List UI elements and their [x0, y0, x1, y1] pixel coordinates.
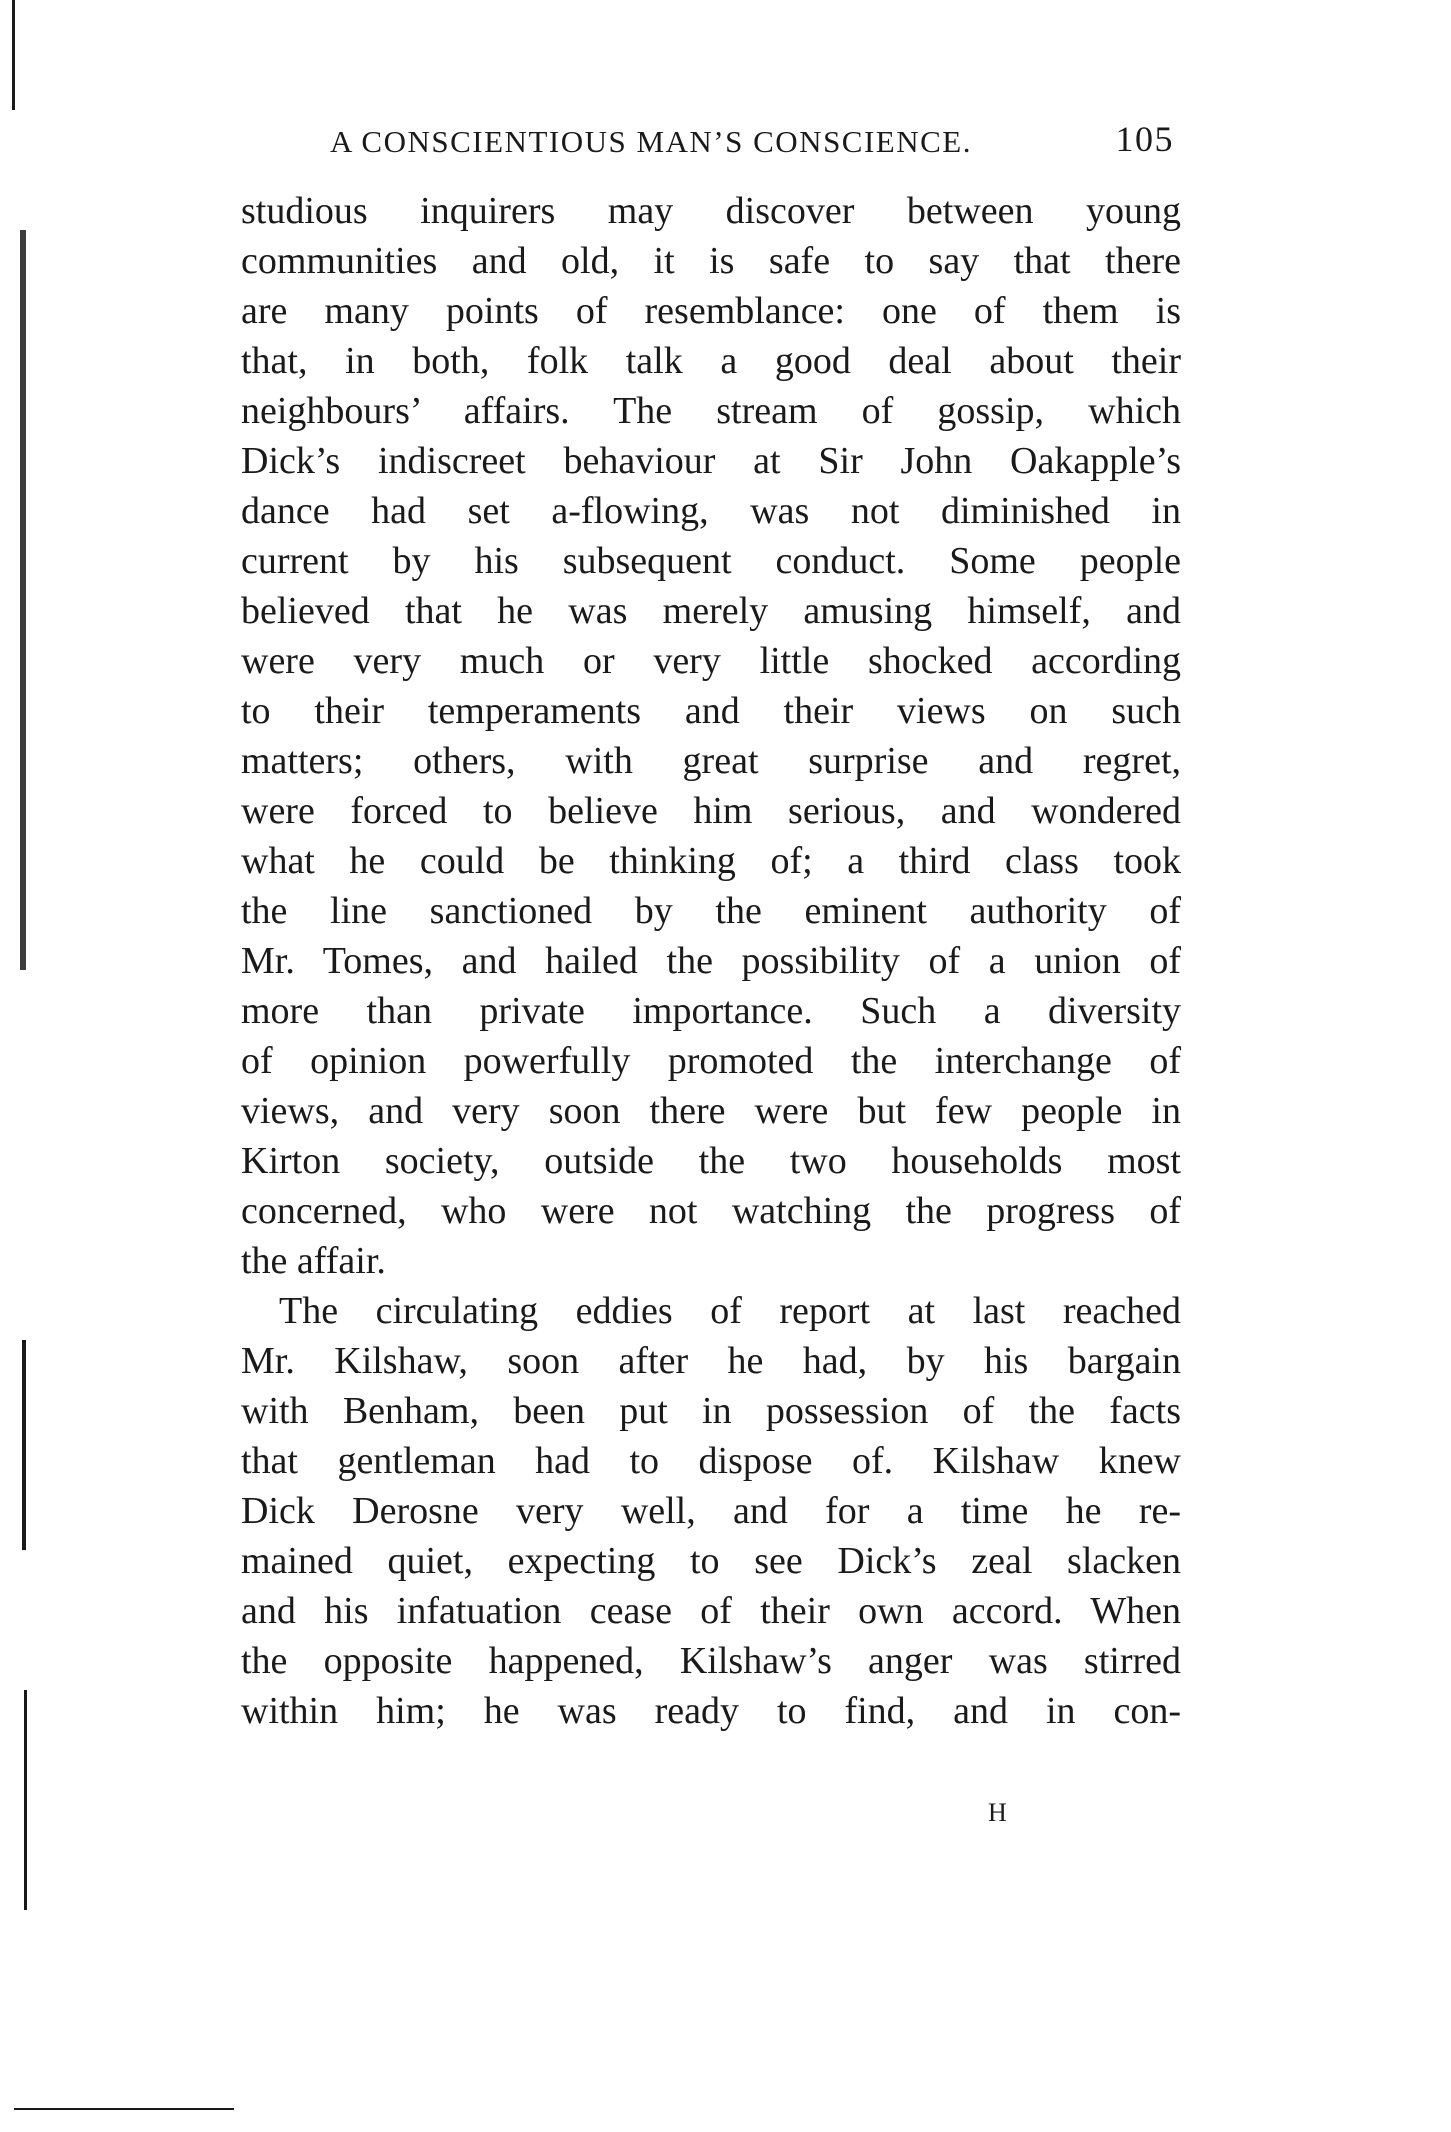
- text-line: The circulating eddies of report at last reached: [279, 1290, 1181, 1332]
- text-line: what he could be thinking of; a third class took: [241, 840, 1181, 882]
- text-line: were forced to believe him serious, and wondered: [241, 790, 1181, 832]
- paragraph: [241, 1286, 1181, 1736]
- signature-mark: H: [988, 1798, 1009, 1827]
- text-line: Dick’s indiscreet behaviour at Sir John Oakapple’s: [241, 440, 1181, 482]
- text-line: concerned, who were not watching the progress of: [241, 1190, 1181, 1232]
- running-head: [240, 118, 1180, 168]
- paragraph: [241, 186, 1181, 1286]
- text-line: more than private importance. Such a diversity: [241, 990, 1181, 1032]
- text-line: of opinion powerfully promoted the interchange of: [241, 1040, 1181, 1082]
- text-line: matters; others, with great surprise and regret,: [241, 740, 1181, 782]
- text-line: dance had set a-flowing, was not diminished in: [241, 490, 1181, 532]
- page-edge-rule: [14, 2108, 234, 2110]
- text-line: believed that he was merely amusing himself, and: [241, 590, 1181, 632]
- text-line: current by his subsequent conduct. Some people: [241, 540, 1181, 582]
- text-line: the affair.: [241, 1240, 386, 1282]
- text-line: and his infatuation cease of their own accord. When: [241, 1590, 1181, 1632]
- text-line: were very much or very little shocked according: [241, 640, 1181, 682]
- binding-shadow-bottom: [24, 1690, 27, 1910]
- binding-shadow-lower: [22, 1340, 26, 1550]
- page-number: 105: [1115, 119, 1174, 159]
- text-line: to their temperaments and their views on such: [241, 690, 1181, 732]
- text-line: communities and old, it is safe to say that there: [241, 240, 1181, 282]
- text-line: the opposite happened, Kilshaw’s anger was stirred: [241, 1640, 1181, 1682]
- text-line: that, in both, folk talk a good deal about their: [241, 340, 1181, 382]
- running-head-title: A CONSCIENTIOUS MAN’S CONSCIENCE.: [330, 124, 972, 159]
- text-line: with Benham, been put in possession of the facts: [241, 1390, 1181, 1432]
- text-line: Dick Derosne very well, and for a time he re-: [241, 1490, 1181, 1532]
- text-line: the line sanctioned by the eminent authority of: [241, 890, 1181, 932]
- text-line: Mr. Tomes, and hailed the possibility of a union of: [241, 940, 1181, 982]
- text-line: that gentleman had to dispose of. Kilshaw knew: [241, 1440, 1181, 1482]
- text-line: are many points of resemblance: one of them is: [241, 290, 1181, 332]
- binding-shadow-mid: [20, 230, 26, 970]
- text-line: mained quiet, expecting to see Dick’s zeal slacken: [241, 1540, 1181, 1582]
- text-line: Mr. Kilshaw, soon after he had, by his bargain: [241, 1340, 1181, 1382]
- text-line: views, and very soon there were but few people in: [241, 1090, 1181, 1132]
- text-line: neighbours’ affairs. The stream of gossip, which: [241, 390, 1181, 432]
- text-line: Kirton society, outside the two households most: [241, 1140, 1181, 1182]
- text-line: within him; he was ready to find, and in con-: [241, 1690, 1181, 1732]
- text-line: studious inquirers may discover between young: [241, 190, 1181, 232]
- body-text: [241, 186, 1181, 1736]
- binding-shadow-top: [12, 0, 15, 110]
